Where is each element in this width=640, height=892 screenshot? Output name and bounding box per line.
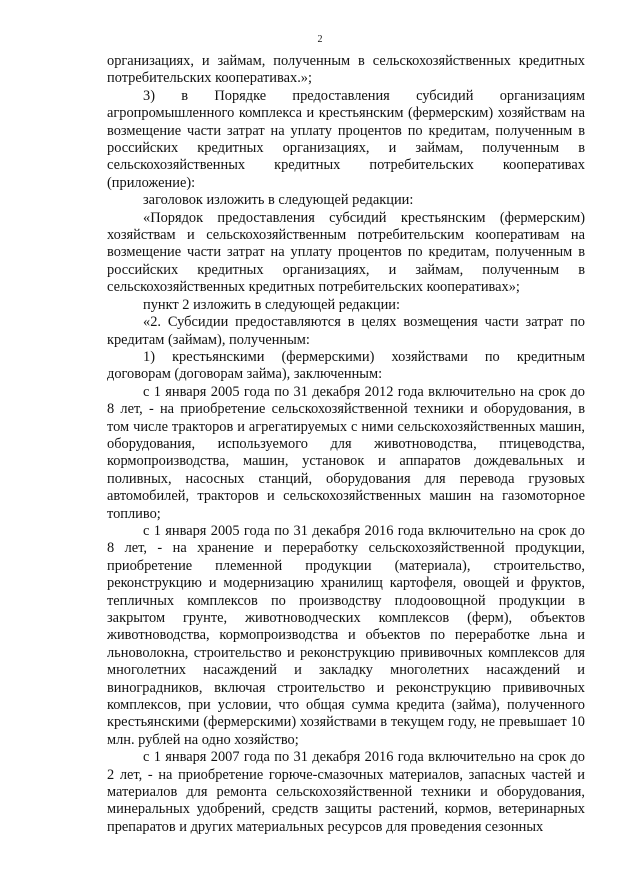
- page-number: 2: [317, 34, 323, 45]
- paragraph: 1) крестьянскими (фермерскими) хозяйствами по кредитным договорам (договорам займа), заключенным:: [107, 348, 585, 383]
- paragraph: с 1 января 2005 года по 31 декабря 2016 года включительно на срок до 8 лет, - на хранение и переработку сельскохозяйственной продукции, приобретение племенной продукции (материала), строительство, реконструкцию и модернизацию хранилищ картофеля, овощей и фруктов, тепличных комплексов по производству плодоовощной продукции в закрытом грунте, животноводческих комплексов (ферм), объектов животноводства, кормопроизводства и объектов по переработке льна и льноволокна, строительство и реконструкцию прививочных комплексов для многолетних насаждений и закладку многолетних насаждений и виноградников, включая строительство и реконструкцию прививочных комплексов, при условии, что общая сумма кредита (займа), полученного крестьянскими (фермерскими) хозяйствами в текущем году, не превышает 10 млн. рублей на одно хозяйство;: [107, 522, 585, 748]
- paragraph: с 1 января 2007 года по 31 декабря 2016 года включительно на срок до 2 лет, - на приобретение горюче-смазочных материалов, запасных частей и материалов для ремонта сельскохозяйственной техники и оборудования, минеральных удобрений, средств защиты растений, кормов, ветеринарных препаратов и других материальных ресурсов для проведения сезонных: [107, 749, 585, 835]
- paragraph: «2. Субсидии предоставляются в целях возмещения части затрат по кредитам (займам), полученным:: [107, 314, 585, 348]
- paragraph: пункт 2 изложить в следующей редакции:: [143, 296, 400, 313]
- paragraph: с 1 января 2005 года по 31 декабря 2012 года включительно на срок до 8 лет, - на приобретение сельскохозяйственной техники и оборудования, в том числе тракторов и агрегатируемых с ними сельскохозяйственных машин, оборудования, используемого для животноводства, птицеводства, кормопроизводства, машин, установок и аппаратов дождевальных и поливных, насосных станций, оборудования для перевода грузовых автомобилей, тракторов и сельскохозяйственных машин на газомоторное топливо;: [107, 383, 585, 522]
- paragraph: заголовок изложить в следующей редакции:: [143, 192, 414, 209]
- document-body: [107, 53, 585, 836]
- paragraph: 3) в Порядке предоставления субсидий организациям агропромышленного комплекса и крестьянским (фермерским) хозяйствам на возмещение части затрат на уплату процентов по кредитам, полученным в российских кредитных организациях, и займам, полученным в сельскохозяйственных кредитных потребительских кооперативах (приложение):: [107, 87, 585, 191]
- paragraph: организациях, и займам, полученным в сельскохозяйственных кредитных потребительских кооперативах.»;: [107, 53, 585, 87]
- paragraph: «Порядок предоставления субсидий крестьянским (фермерским) хозяйствам и сельскохозяйственным потребительским кооперативам на возмещение части затрат на уплату процентов по кредитам, полученным в российских кредитных организациях, и займам, полученным в сельскохозяйственных кредитных потребительских кооперативах»;: [107, 209, 585, 296]
